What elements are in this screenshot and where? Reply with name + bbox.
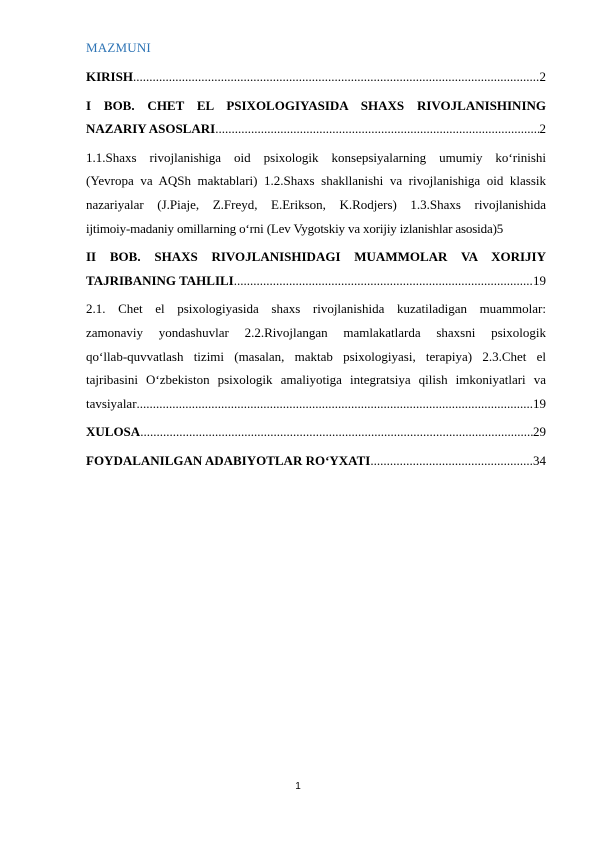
toc-entry-chapter-2[interactable] — [86, 245, 546, 292]
toc-entry-kirish[interactable] — [86, 65, 546, 89]
dot-leader — [234, 269, 533, 293]
toc-entry-text-line: (Yevropa va AQSh maktablari) 1.2.Shaxs shakllanishi va rivojlanishiga oid klassik — [86, 173, 546, 189]
dot-leader — [133, 65, 540, 89]
toc-entry-page: 19 — [533, 395, 546, 411]
toc-entry-title-line: TAJRIBANING TAHLILI — [86, 272, 234, 288]
toc-entry-page: 34 — [533, 452, 546, 468]
toc-entry-references[interactable] — [86, 449, 546, 473]
toc-entry-page: 2 — [539, 121, 546, 137]
toc-entry-page: 2 — [539, 69, 546, 84]
toc-entry-title: XULOSA — [86, 424, 141, 440]
table-of-contents — [86, 40, 546, 478]
toc-entry-title-line: NAZARIY ASOSLARI — [86, 121, 216, 137]
dot-leader — [215, 117, 539, 141]
page-number: 1 — [295, 781, 301, 792]
dot-leader — [140, 420, 533, 444]
toc-entry-text-line: 1.1.Shaxs rivojlanishiga oid psixologik konsepsiyalarning umumiy ko‘rinishi — [86, 149, 546, 165]
toc-entry-text-line: 2.1. Chet el psixologiyasida shaxs rivojlanishida kuzatiladigan muammolar: — [86, 301, 546, 317]
toc-entry-text-line: tajribasini O‘zbekiston psixologik amaliyotiga integratsiya qilish imkoniyatlari va — [86, 372, 546, 388]
toc-entry-sections-2[interactable] — [86, 297, 546, 415]
toc-entry-text-line: zamonaviy yondashuvlar 2.2.Rivojlangan mamlakatlarda shaxsni psixologik — [86, 324, 546, 340]
toc-entry-xulosa[interactable] — [86, 420, 546, 444]
dot-leader — [137, 392, 533, 416]
toc-entry-page: 19 — [533, 272, 546, 288]
toc-entry-page: 5 — [496, 220, 504, 236]
toc-entry-text-line: qo‘llab-quvvatlash tizimi (masalan, maktab psixologiyasi, terapiya) 2.3.Chet el — [86, 348, 546, 364]
toc-entry-text-line: ijtimoiy-madaniy omillarning o‘rni (Lev Vygotskiy va xorijiy izlanishlar asosida) — [86, 220, 497, 236]
toc-entry-title: FOYDALANILGAN ADABIYOTLAR RO‘YXATI — [86, 452, 371, 468]
toc-entry-page: 29 — [533, 424, 546, 440]
toc-entry-title-line: II BOB. SHAXS RIVOJLANISHIDAGI MUAMMOLAR VA XORIJIY — [86, 249, 546, 265]
toc-entry-title: KIRISH — [86, 69, 133, 84]
toc-entry-chapter-1[interactable] — [86, 94, 546, 141]
toc-entry-sections-1[interactable] — [86, 146, 546, 240]
toc-entry-text-line: tavsiyalar — [86, 395, 137, 411]
toc-entry-title-line: I BOB. CHET EL PSIXOLOGIYASIDA SHAXS RIVOJLANISHINING — [86, 97, 546, 113]
toc-heading: MAZMUNI — [86, 40, 151, 55]
dot-leader — [370, 449, 533, 473]
toc-entry-text-line: nazariyalar (J.Piaje, Z.Freyd, E.Erikson, K.Rodjers) 1.3.Shaxs rivojlanishida — [86, 196, 546, 212]
